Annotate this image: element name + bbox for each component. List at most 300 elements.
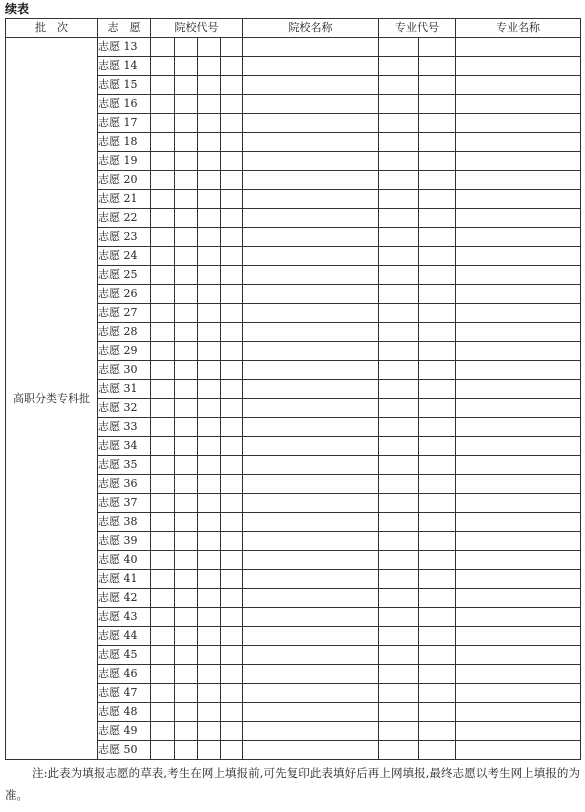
major-code-digit-2[interactable] [419,304,456,323]
school-code-digit-4[interactable] [221,475,243,494]
school-code-digit-1[interactable] [151,722,175,741]
major-code-digit-1[interactable] [379,133,419,152]
school-code-digit-2[interactable] [175,304,198,323]
school-name-field[interactable] [243,228,379,247]
school-code-digit-3[interactable] [198,456,221,475]
major-name-field[interactable] [456,247,581,266]
school-code-digit-4[interactable] [221,684,243,703]
school-code-digit-4[interactable] [221,95,243,114]
school-code-digit-3[interactable] [198,570,221,589]
major-name-field[interactable] [456,285,581,304]
school-code-digit-2[interactable] [175,494,198,513]
school-code-digit-4[interactable] [221,209,243,228]
school-name-field[interactable] [243,380,379,399]
major-name-field[interactable] [456,114,581,133]
school-code-digit-3[interactable] [198,551,221,570]
major-code-digit-1[interactable] [379,646,419,665]
school-code-digit-1[interactable] [151,114,175,133]
school-code-digit-2[interactable] [175,247,198,266]
school-code-digit-3[interactable] [198,57,221,76]
major-name-field[interactable] [456,741,581,760]
school-code-digit-4[interactable] [221,741,243,760]
major-code-digit-2[interactable] [419,76,456,95]
school-code-digit-4[interactable] [221,323,243,342]
major-name-field[interactable] [456,437,581,456]
major-name-field[interactable] [456,456,581,475]
school-name-field[interactable] [243,247,379,266]
school-code-digit-3[interactable] [198,665,221,684]
school-code-digit-3[interactable] [198,684,221,703]
major-code-digit-2[interactable] [419,380,456,399]
school-code-digit-1[interactable] [151,513,175,532]
major-code-digit-1[interactable] [379,323,419,342]
school-code-digit-3[interactable] [198,133,221,152]
major-code-digit-1[interactable] [379,152,419,171]
school-code-digit-1[interactable] [151,627,175,646]
school-code-digit-4[interactable] [221,551,243,570]
major-code-digit-2[interactable] [419,475,456,494]
school-code-digit-2[interactable] [175,475,198,494]
school-code-digit-3[interactable] [198,532,221,551]
school-name-field[interactable] [243,646,379,665]
major-name-field[interactable] [456,209,581,228]
school-code-digit-2[interactable] [175,665,198,684]
school-code-digit-2[interactable] [175,133,198,152]
school-code-digit-1[interactable] [151,209,175,228]
school-code-digit-4[interactable] [221,114,243,133]
major-code-digit-1[interactable] [379,684,419,703]
school-code-digit-2[interactable] [175,418,198,437]
school-code-digit-4[interactable] [221,361,243,380]
major-name-field[interactable] [456,76,581,95]
school-code-digit-2[interactable] [175,380,198,399]
school-code-digit-3[interactable] [198,76,221,95]
major-code-digit-2[interactable] [419,627,456,646]
school-code-digit-3[interactable] [198,475,221,494]
school-code-digit-4[interactable] [221,589,243,608]
school-code-digit-3[interactable] [198,323,221,342]
major-name-field[interactable] [456,608,581,627]
major-code-digit-2[interactable] [419,608,456,627]
school-code-digit-2[interactable] [175,171,198,190]
school-code-digit-2[interactable] [175,361,198,380]
school-code-digit-2[interactable] [175,152,198,171]
school-code-digit-4[interactable] [221,133,243,152]
major-name-field[interactable] [456,152,581,171]
school-name-field[interactable] [243,114,379,133]
major-code-digit-2[interactable] [419,266,456,285]
school-code-digit-1[interactable] [151,133,175,152]
school-code-digit-1[interactable] [151,703,175,722]
major-code-digit-1[interactable] [379,418,419,437]
major-name-field[interactable] [456,361,581,380]
school-name-field[interactable] [243,399,379,418]
school-name-field[interactable] [243,437,379,456]
school-code-digit-3[interactable] [198,304,221,323]
school-code-digit-4[interactable] [221,703,243,722]
school-code-digit-4[interactable] [221,57,243,76]
school-code-digit-3[interactable] [198,437,221,456]
school-code-digit-3[interactable] [198,703,221,722]
school-code-digit-1[interactable] [151,665,175,684]
major-code-digit-2[interactable] [419,722,456,741]
major-name-field[interactable] [456,304,581,323]
school-code-digit-3[interactable] [198,380,221,399]
school-code-digit-4[interactable] [221,76,243,95]
major-name-field[interactable] [456,418,581,437]
major-name-field[interactable] [456,570,581,589]
school-name-field[interactable] [243,38,379,57]
school-code-digit-4[interactable] [221,304,243,323]
school-code-digit-4[interactable] [221,722,243,741]
major-code-digit-2[interactable] [419,684,456,703]
major-name-field[interactable] [456,95,581,114]
school-code-digit-4[interactable] [221,285,243,304]
school-code-digit-1[interactable] [151,741,175,760]
major-code-digit-2[interactable] [419,399,456,418]
school-name-field[interactable] [243,494,379,513]
school-name-field[interactable] [243,285,379,304]
major-code-digit-1[interactable] [379,627,419,646]
major-code-digit-2[interactable] [419,494,456,513]
major-code-digit-1[interactable] [379,38,419,57]
major-code-digit-1[interactable] [379,589,419,608]
school-code-digit-2[interactable] [175,513,198,532]
school-code-digit-2[interactable] [175,456,198,475]
school-code-digit-4[interactable] [221,570,243,589]
school-name-field[interactable] [243,722,379,741]
school-name-field[interactable] [243,665,379,684]
school-code-digit-1[interactable] [151,608,175,627]
major-code-digit-2[interactable] [419,437,456,456]
school-code-digit-4[interactable] [221,532,243,551]
major-name-field[interactable] [456,665,581,684]
major-name-field[interactable] [456,171,581,190]
school-code-digit-1[interactable] [151,171,175,190]
major-name-field[interactable] [456,627,581,646]
major-code-digit-1[interactable] [379,247,419,266]
school-name-field[interactable] [243,361,379,380]
school-code-digit-3[interactable] [198,608,221,627]
major-name-field[interactable] [456,532,581,551]
school-code-digit-4[interactable] [221,665,243,684]
school-name-field[interactable] [243,418,379,437]
school-code-digit-2[interactable] [175,209,198,228]
major-name-field[interactable] [456,380,581,399]
major-name-field[interactable] [456,342,581,361]
major-code-digit-2[interactable] [419,114,456,133]
school-code-digit-1[interactable] [151,304,175,323]
major-code-digit-2[interactable] [419,133,456,152]
major-code-digit-1[interactable] [379,437,419,456]
major-code-digit-2[interactable] [419,589,456,608]
school-code-digit-3[interactable] [198,722,221,741]
school-code-digit-1[interactable] [151,285,175,304]
school-code-digit-1[interactable] [151,342,175,361]
school-code-digit-3[interactable] [198,627,221,646]
school-code-digit-3[interactable] [198,285,221,304]
school-code-digit-4[interactable] [221,494,243,513]
major-code-digit-2[interactable] [419,361,456,380]
school-code-digit-3[interactable] [198,95,221,114]
school-code-digit-4[interactable] [221,437,243,456]
school-name-field[interactable] [243,133,379,152]
school-code-digit-2[interactable] [175,589,198,608]
school-name-field[interactable] [243,532,379,551]
major-code-digit-1[interactable] [379,304,419,323]
school-code-digit-2[interactable] [175,608,198,627]
school-code-digit-2[interactable] [175,57,198,76]
school-code-digit-2[interactable] [175,266,198,285]
major-code-digit-1[interactable] [379,285,419,304]
major-name-field[interactable] [456,513,581,532]
major-code-digit-1[interactable] [379,76,419,95]
school-code-digit-4[interactable] [221,627,243,646]
school-code-digit-2[interactable] [175,703,198,722]
major-code-digit-2[interactable] [419,228,456,247]
major-code-digit-2[interactable] [419,152,456,171]
school-code-digit-1[interactable] [151,228,175,247]
major-code-digit-2[interactable] [419,57,456,76]
school-code-digit-3[interactable] [198,247,221,266]
major-name-field[interactable] [456,399,581,418]
major-code-digit-1[interactable] [379,570,419,589]
school-code-digit-2[interactable] [175,38,198,57]
major-code-digit-2[interactable] [419,418,456,437]
major-code-digit-1[interactable] [379,95,419,114]
school-code-digit-3[interactable] [198,228,221,247]
major-code-digit-2[interactable] [419,171,456,190]
school-code-digit-3[interactable] [198,494,221,513]
major-code-digit-1[interactable] [379,228,419,247]
major-name-field[interactable] [456,646,581,665]
major-code-digit-1[interactable] [379,456,419,475]
school-code-digit-4[interactable] [221,608,243,627]
school-code-digit-1[interactable] [151,399,175,418]
school-name-field[interactable] [243,513,379,532]
major-name-field[interactable] [456,133,581,152]
school-name-field[interactable] [243,703,379,722]
school-code-digit-3[interactable] [198,589,221,608]
major-code-digit-2[interactable] [419,190,456,209]
major-code-digit-1[interactable] [379,741,419,760]
school-code-digit-3[interactable] [198,209,221,228]
major-code-digit-2[interactable] [419,38,456,57]
school-code-digit-1[interactable] [151,152,175,171]
school-code-digit-4[interactable] [221,646,243,665]
school-code-digit-1[interactable] [151,684,175,703]
school-code-digit-1[interactable] [151,437,175,456]
major-name-field[interactable] [456,494,581,513]
school-name-field[interactable] [243,627,379,646]
school-code-digit-4[interactable] [221,228,243,247]
school-name-field[interactable] [243,266,379,285]
major-code-digit-2[interactable] [419,646,456,665]
school-code-digit-1[interactable] [151,456,175,475]
school-name-field[interactable] [243,456,379,475]
school-name-field[interactable] [243,551,379,570]
school-code-digit-3[interactable] [198,399,221,418]
school-code-digit-1[interactable] [151,646,175,665]
major-name-field[interactable] [456,57,581,76]
major-code-digit-1[interactable] [379,532,419,551]
major-code-digit-1[interactable] [379,551,419,570]
school-name-field[interactable] [243,76,379,95]
school-code-digit-4[interactable] [221,247,243,266]
school-code-digit-4[interactable] [221,171,243,190]
school-name-field[interactable] [243,171,379,190]
major-name-field[interactable] [456,266,581,285]
school-code-digit-2[interactable] [175,437,198,456]
school-code-digit-2[interactable] [175,741,198,760]
major-code-digit-2[interactable] [419,551,456,570]
school-code-digit-3[interactable] [198,266,221,285]
major-name-field[interactable] [456,589,581,608]
school-code-digit-3[interactable] [198,38,221,57]
school-code-digit-2[interactable] [175,342,198,361]
school-code-digit-1[interactable] [151,38,175,57]
school-code-digit-4[interactable] [221,399,243,418]
school-code-digit-1[interactable] [151,76,175,95]
school-code-digit-2[interactable] [175,95,198,114]
school-name-field[interactable] [243,152,379,171]
school-name-field[interactable] [243,589,379,608]
major-code-digit-2[interactable] [419,513,456,532]
school-code-digit-2[interactable] [175,627,198,646]
major-code-digit-2[interactable] [419,323,456,342]
major-code-digit-1[interactable] [379,608,419,627]
school-code-digit-3[interactable] [198,342,221,361]
school-name-field[interactable] [243,190,379,209]
major-code-digit-2[interactable] [419,703,456,722]
major-name-field[interactable] [456,190,581,209]
school-code-digit-2[interactable] [175,532,198,551]
school-code-digit-2[interactable] [175,114,198,133]
school-code-digit-4[interactable] [221,418,243,437]
major-code-digit-1[interactable] [379,494,419,513]
school-name-field[interactable] [243,684,379,703]
school-code-digit-2[interactable] [175,190,198,209]
major-code-digit-1[interactable] [379,399,419,418]
major-code-digit-2[interactable] [419,285,456,304]
school-code-digit-3[interactable] [198,171,221,190]
school-code-digit-1[interactable] [151,570,175,589]
school-code-digit-2[interactable] [175,684,198,703]
major-code-digit-1[interactable] [379,190,419,209]
school-code-digit-1[interactable] [151,380,175,399]
school-code-digit-2[interactable] [175,551,198,570]
major-code-digit-2[interactable] [419,532,456,551]
major-code-digit-2[interactable] [419,570,456,589]
school-code-digit-1[interactable] [151,247,175,266]
school-name-field[interactable] [243,209,379,228]
school-code-digit-4[interactable] [221,342,243,361]
school-code-digit-2[interactable] [175,323,198,342]
major-name-field[interactable] [456,323,581,342]
school-code-digit-2[interactable] [175,722,198,741]
school-code-digit-2[interactable] [175,228,198,247]
major-code-digit-1[interactable] [379,703,419,722]
school-code-digit-1[interactable] [151,95,175,114]
school-name-field[interactable] [243,475,379,494]
major-name-field[interactable] [456,684,581,703]
school-code-digit-3[interactable] [198,418,221,437]
major-code-digit-2[interactable] [419,665,456,684]
school-code-digit-1[interactable] [151,475,175,494]
major-code-digit-2[interactable] [419,741,456,760]
school-code-digit-1[interactable] [151,551,175,570]
school-code-digit-4[interactable] [221,266,243,285]
school-code-digit-1[interactable] [151,190,175,209]
school-code-digit-4[interactable] [221,190,243,209]
school-code-digit-4[interactable] [221,152,243,171]
school-name-field[interactable] [243,95,379,114]
school-code-digit-2[interactable] [175,399,198,418]
major-code-digit-1[interactable] [379,722,419,741]
major-code-digit-2[interactable] [419,342,456,361]
major-name-field[interactable] [456,475,581,494]
major-code-digit-1[interactable] [379,171,419,190]
major-code-digit-2[interactable] [419,456,456,475]
school-name-field[interactable] [243,570,379,589]
school-code-digit-2[interactable] [175,285,198,304]
school-code-digit-4[interactable] [221,38,243,57]
major-code-digit-2[interactable] [419,247,456,266]
school-code-digit-3[interactable] [198,513,221,532]
school-code-digit-4[interactable] [221,513,243,532]
major-code-digit-1[interactable] [379,114,419,133]
school-code-digit-3[interactable] [198,152,221,171]
major-code-digit-1[interactable] [379,475,419,494]
major-name-field[interactable] [456,703,581,722]
major-code-digit-1[interactable] [379,209,419,228]
major-code-digit-1[interactable] [379,57,419,76]
school-name-field[interactable] [243,741,379,760]
school-name-field[interactable] [243,342,379,361]
school-code-digit-1[interactable] [151,361,175,380]
school-code-digit-1[interactable] [151,494,175,513]
school-code-digit-1[interactable] [151,589,175,608]
major-code-digit-1[interactable] [379,266,419,285]
major-name-field[interactable] [456,38,581,57]
school-name-field[interactable] [243,57,379,76]
school-code-digit-1[interactable] [151,532,175,551]
school-name-field[interactable] [243,608,379,627]
major-code-digit-2[interactable] [419,95,456,114]
school-code-digit-3[interactable] [198,646,221,665]
major-code-digit-1[interactable] [379,342,419,361]
major-name-field[interactable] [456,228,581,247]
school-code-digit-3[interactable] [198,741,221,760]
school-code-digit-4[interactable] [221,380,243,399]
major-code-digit-1[interactable] [379,361,419,380]
school-code-digit-2[interactable] [175,646,198,665]
school-code-digit-1[interactable] [151,57,175,76]
school-code-digit-3[interactable] [198,190,221,209]
school-code-digit-2[interactable] [175,76,198,95]
major-name-field[interactable] [456,722,581,741]
school-name-field[interactable] [243,304,379,323]
major-code-digit-1[interactable] [379,513,419,532]
school-name-field[interactable] [243,323,379,342]
school-code-digit-1[interactable] [151,418,175,437]
major-code-digit-1[interactable] [379,380,419,399]
school-code-digit-1[interactable] [151,323,175,342]
school-code-digit-4[interactable] [221,456,243,475]
school-code-digit-1[interactable] [151,266,175,285]
major-name-field[interactable] [456,551,581,570]
major-code-digit-2[interactable] [419,209,456,228]
